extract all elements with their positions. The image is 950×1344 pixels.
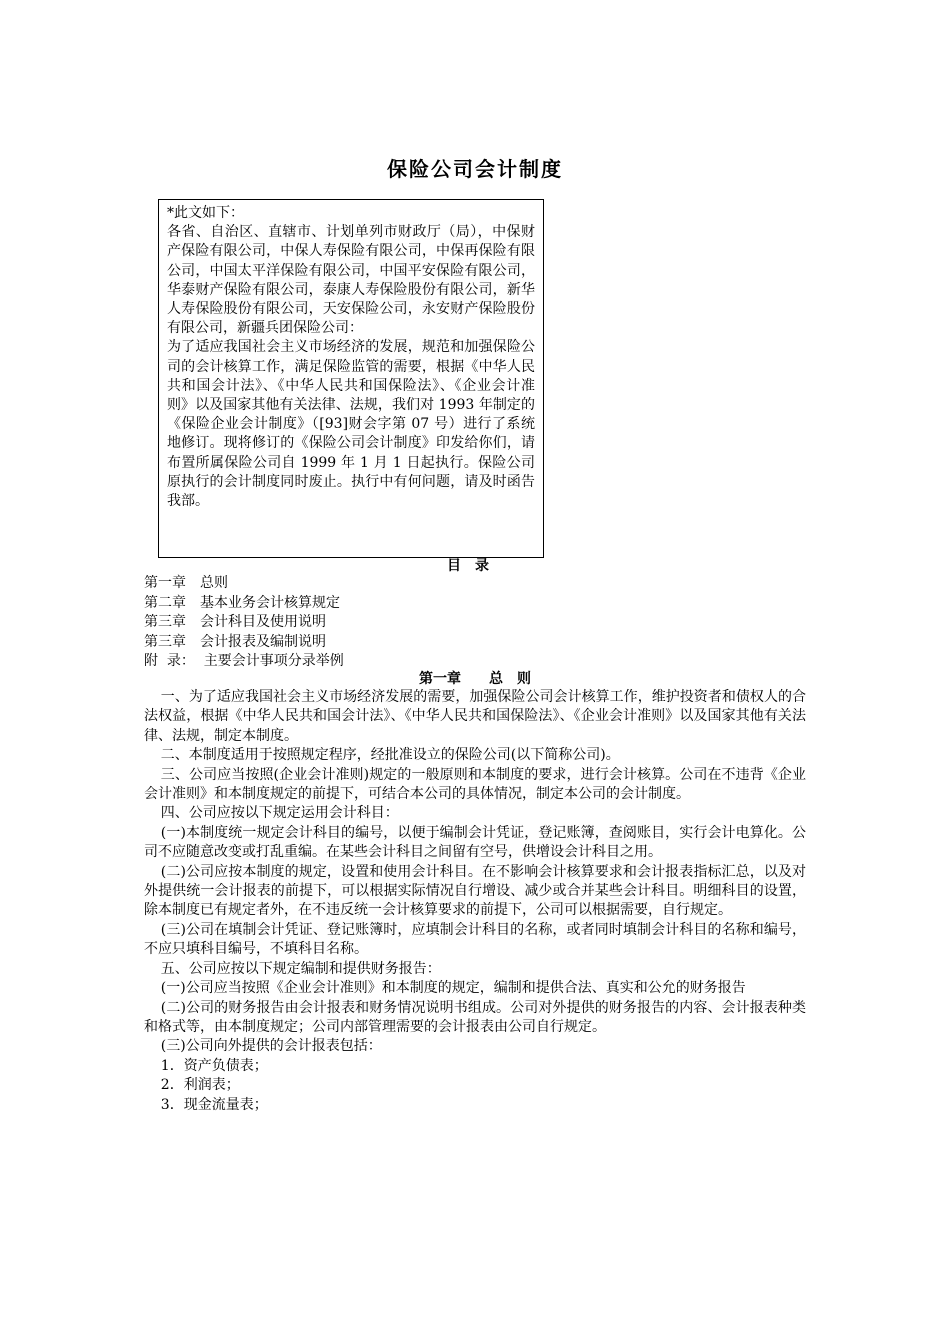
paragraph: (三)公司向外提供的会计报表包括： [160, 1038, 382, 1055]
toc-item: 附 录： 主要会计事项分录举例 [144, 653, 344, 669]
list-item: 3．现金流量表； [160, 1096, 268, 1113]
paragraph: 一、为了适应我国社会主义市场经济发展的需要，加强保险公司会计核算工作，维护投资者和债权人的合法权益，根据《中华人民共和国会计法》、《中华人民共和国保险法》、《企业会计准则》以及国家其他有关法律、法规，制定本制度。 [144, 689, 806, 744]
list-item: 2．利润表； [160, 1077, 240, 1094]
paragraph: 二、本制度适用于按照规定程序，经批准设立的保险公司(以下简称公司)。 [160, 747, 620, 764]
notice-box [158, 199, 544, 558]
paragraph: 三、公司应当按照(企业会计准则)规定的一般原则和本制度的要求，进行会计核算。公司在不违背《企业会计准则》和本制度规定的前提下，可结合本公司的具体情况，制定本公司的会计制度。 [144, 766, 806, 803]
paragraph: 四、公司应按以下规定运用会计科目： [160, 805, 399, 822]
notice-recipients: 各省、自治区、直辖市、计划单列市财政厅（局），中保财产保险有限公司，中保人寿保险有限公司，中保再保险有限公司，中国太平洋保险有限公司，中国平安保险有限公司，华泰财产保险有限公司，泰康人寿保险股份有限公司，新华人寿保险股份有限公司，天安保险公司，永安财产保险股份有限公司，新疆兵团保险公司： [167, 224, 535, 337]
chapter-heading [0, 668, 950, 688]
paragraph: (三)公司在填制会计凭证、登记账簿时，应填制会计科目的名称，或者同时填制会计科目的名称和编号，不应只填科目编号，不填科目名称。 [144, 921, 806, 958]
toc-item: 第一章 总则 [144, 575, 228, 591]
toc-item: 第二章 基本业务会计核算规定 [144, 594, 340, 611]
notice-heading: *此文如下： [167, 205, 244, 221]
paragraph: (二)公司应按本制度的规定，设置和使用会计科目。在不影响会计核算要求和会计报表指标汇总，以及对外提供统一会计报表的前提下，可以根据实际情况自行增设、减少或合并某些会计科目。明细科目的设置，除本制度已有规定者外，在不违反统一会计核算要求的前提下，公司可以根据需要，自行规定。 [144, 863, 806, 919]
notice-body: 为了适应我国社会主义市场经济的发展，规范和加强保险公司的会计核算工作，满足保险监管的需要，根据《中华人民共和国会计法》、《中华人民共和国保险法》、《企业会计准则》以及国家其他有关法律、法规，我们对 1993 年制定的《保险企业会计制度》（[93]财会字第 07 号）进行了系统地修订。现将修订的《保险公司会计制度》印发给你们，请布置所属保险公司自 1999 年 1 月 1 日起执行。保险公司原执行的会计制度同时废止。执行中有何问题，请及时函告我部。 [167, 339, 535, 510]
paragraph: (一)公司应当按照《企业会计准则》和本制度的规定，编制和提供合法、真实和公允的财务报告 [160, 980, 746, 997]
toc-item: 第三章 会计科目及使用说明 [144, 614, 326, 630]
paragraph: (一)本制度统一规定会计科目的编号，以便于编制会计凭证，登记账簿，查阅账目，实行会计电算化。公司不应随意改变或打乱重编。在某些会计科目之间留有空号，供增设会计科目之用。 [144, 824, 806, 861]
chapter-name: 总 则 [489, 671, 531, 687]
toc-title: 目录 [447, 558, 503, 574]
list-item: 1．资产负债表； [160, 1057, 268, 1074]
table-of-contents [144, 574, 344, 672]
paragraph: (二)公司的财务报告由会计报表和财务情况说明书组成。公司对外提供的财务报告的内容、会计报表种类和格式等，由本制度规定；公司内部管理需要的会计报表由公司自行规定。 [144, 999, 806, 1035]
chapter-body [144, 688, 806, 1115]
paragraph: 五、公司应按以下规定编制和提供财务报告： [160, 960, 441, 977]
chapter-label: 第一章 [419, 671, 461, 687]
document-title: 保险公司会计制度 [387, 157, 563, 181]
toc-item: 第三章 会计报表及编制说明 [144, 633, 326, 650]
